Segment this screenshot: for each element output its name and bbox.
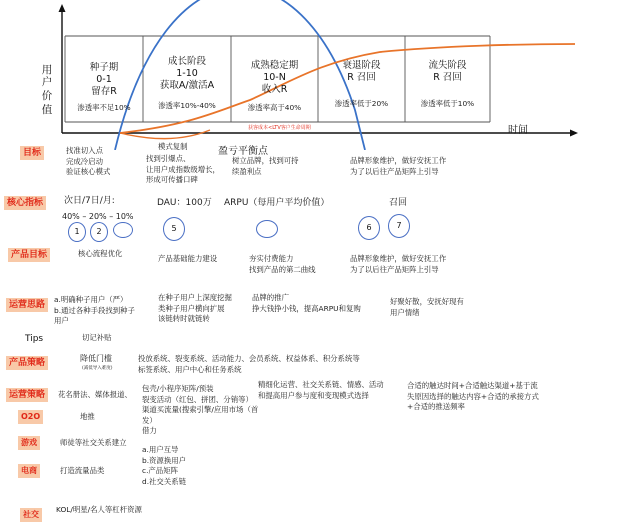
row-label-o2o: O2O — [18, 410, 43, 424]
phase-seed — [65, 36, 143, 122]
phase-title: 衰退阶段 R 召回 — [342, 60, 381, 83]
dau-target: DAU：100万 — [157, 198, 212, 208]
y-axis-label-2: 户 — [41, 76, 53, 88]
ops-thinking-growth: 在种子用户上深度挖掘 类种子用户横向扩展 该链转时就链转 — [158, 293, 232, 323]
ops-thinking-decline: 好聚好散，安抚好现有 用户情绪 — [390, 297, 464, 317]
ops-thinking-seed: a.明确种子用户（严） b.通过各种手段找到种子 用户 — [54, 295, 135, 325]
goal-mature: 树立品牌，找到可持 续盈利点 — [232, 156, 299, 176]
y-axis-arrow — [59, 4, 66, 12]
ops-strategy-growth: 包壳/小程序矩阵/预装 裂变活动（红包、拼团、分销等） 渠道买流量(搜索引擎/应用市场（首 发） 借力 — [142, 384, 259, 435]
y-axis-label-1: 用 — [41, 64, 53, 76]
row-label-ops-strategy: 运营策略 — [6, 388, 48, 402]
product-base-build: 产品基础能力建设 — [158, 254, 218, 263]
growth-leverage-list: a.用户互导 b.资源换用户 c.产品矩阵 d.社交关系链 — [142, 445, 186, 486]
product-strategy-systems: 投放系统、裂变系统、活动能力、会员系统、权益体系、积分系统等 标签系统、用户中心和任务系统 — [138, 354, 360, 374]
y-axis-label-3: 价 — [41, 90, 53, 102]
goal-seed: 找准切入点 完成冷启动 验证核心模式 — [66, 146, 111, 176]
ecommerce-traffic: 打造流量品类 — [60, 466, 105, 475]
row-label-ecommerce: 电商 — [18, 464, 40, 478]
product-strategy-seed: 降低门槛 — [80, 354, 112, 363]
phase-growth — [143, 36, 231, 122]
y-axis-label-4: 值 — [41, 104, 53, 116]
row-label-ops-thinking: 运营思路 — [6, 298, 48, 312]
row-label-core-metrics: 核心指标 — [4, 196, 46, 210]
row-label-goal: 目标 — [20, 146, 44, 160]
tips-subsidy: 切记补贴 — [82, 333, 112, 342]
retention-values: 40% – 20% – 10% — [62, 212, 134, 221]
row-label-game: 游戏 — [18, 436, 40, 450]
row-label-product-goal: 产品目标 — [8, 248, 50, 262]
curve-note: 获客成本<LTV客户生命周期 — [248, 125, 311, 131]
metric-circle-7: 7 — [388, 214, 410, 238]
game-social: 师徒等社交关系建立 — [60, 438, 127, 447]
phase-title: 成熟稳定期 10-N 收入R — [250, 60, 299, 95]
metric-circle-4 — [256, 220, 278, 238]
phase-title: 成长阶段 1-10 获取A/激活A — [159, 56, 215, 91]
row-label-social: 社交 — [20, 508, 42, 522]
retention-label: 次日/7日/月: — [64, 196, 115, 206]
phase-penetration: 渗透率不足10% — [77, 103, 131, 112]
phase-mature — [231, 36, 318, 122]
phase-title: 种子期 0-1 留存R — [89, 62, 119, 97]
phase-decline — [318, 36, 405, 122]
ops-strategy-decline: 合适的触达时间+合适触达渠道+基于流 失原因选择的触达内容+合适的承接方式 +合适的推送频率 — [407, 381, 539, 411]
row-label-product-strategy: 产品策略 — [6, 356, 48, 370]
phase-title: 流失阶段 R 召回 — [428, 60, 467, 83]
ops-strategy-mature: 精细化运营、社交关系链、情感、活动 和提高用户参与度和变现模式选择 — [258, 380, 384, 400]
goal-decline: 品牌形象维护，做好安抚工作 为了以后往产品矩阵上引导 — [350, 156, 447, 176]
x-axis-label: 时间 — [508, 125, 528, 136]
ops-strategy-seed: 花名册法、媒体报道、 — [58, 390, 132, 399]
phase-churn — [405, 36, 490, 122]
phase-penetration: 渗透率低于20% — [334, 99, 389, 108]
recall-label: 召回 — [389, 198, 408, 208]
o2o-ground-push: 地推 — [80, 412, 95, 421]
metric-circle-1: 1 — [68, 222, 86, 242]
row-label-tips: Tips — [25, 334, 44, 344]
product-strategy-seed-note: (减低导入难度) — [82, 366, 113, 371]
social-kol: KOL/明星/名人等杠杆资源 — [56, 505, 142, 514]
metric-circle-3 — [113, 222, 133, 238]
decline-metric-note: 品牌形象维护，做好安抚工作 为了以后往产品矩阵上引导 — [350, 254, 447, 274]
goal-growth-title: 模式复制 — [158, 142, 188, 151]
phase-penetration: 渗透率高于40% — [247, 103, 302, 112]
ops-thinking-mature: 品牌的推广 挣大钱挣小钱，提高ARPU和复购 — [252, 293, 361, 313]
core-flow-optimize: 核心流程优化 — [78, 249, 123, 258]
phase-penetration: 渗透率10%-40% — [158, 101, 216, 110]
metric-circle-6: 6 — [358, 216, 380, 240]
mature-metric-note: 夯实付费能力 找到产品的第二曲线 — [249, 254, 316, 274]
breakeven-label: 盈亏平衡点 — [218, 146, 268, 157]
metric-circle-2: 2 — [90, 222, 108, 242]
phase-penetration: 渗透率低于10% — [420, 99, 475, 108]
arpu-target: ARPU（每用户平均价值） — [224, 198, 330, 208]
metric-circle-5: 5 — [163, 217, 185, 241]
x-axis-arrow — [570, 130, 578, 137]
goal-growth: 找到引爆点、 让用户成指数级增长， 形成可传播口碑 — [146, 154, 220, 184]
